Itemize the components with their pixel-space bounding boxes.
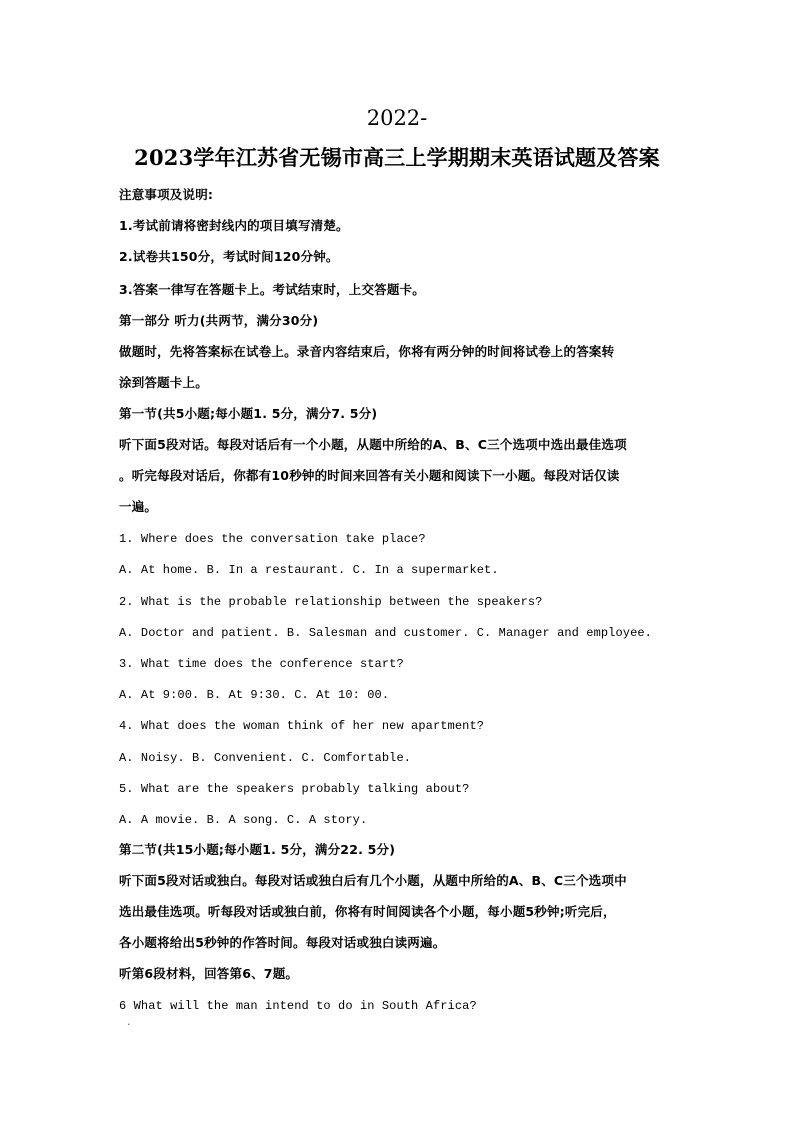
document-title-line-2: 2023学年江苏省无锡市高三上学期期末英语试题及答案 xyxy=(134,145,660,170)
section2-instruction-line-2: 选出最佳选项。听每段对话或独白前，你将有时间阅读各个小题，每小题5秒钟;听完后， xyxy=(119,904,616,919)
question-1: 1. Where does the conversation take place? xyxy=(119,532,426,546)
question-5-options: A. A movie. B. A song. C. A story. xyxy=(119,813,368,827)
section1-instruction-line-3: 一遍。 xyxy=(119,499,158,514)
question-4-options: A. Noisy. B. Convenient. C. Comfortable. xyxy=(119,751,412,765)
part1-instruction-line-2: 涂到答题卡上。 xyxy=(119,375,208,390)
note-item-1: 1.考试前请将密封线内的项目填写清楚。 xyxy=(119,218,349,233)
question-4: 4. What does the woman think of her new apartment? xyxy=(119,719,485,733)
part1-instruction-line-1: 做题时，先将答案标在试卷上。录音内容结束后，你将有两分钟的时间将试卷上的答案转 xyxy=(119,344,615,359)
notes-heading: 注意事项及说明: xyxy=(119,187,214,202)
part1-heading: 第一部分 听力(共两节，满分30分) xyxy=(119,313,319,328)
scan-dot: · xyxy=(126,1020,132,1030)
question-5: 5. What are the speakers probably talking about? xyxy=(119,782,470,796)
question-3-options: A. At 9:00. B. At 9:30. C. At 10: 00. xyxy=(119,688,390,702)
section1-instruction-line-2: 。听完每段对话后，你都有10秒钟的时间来回答有关小题和阅读下一小题。每段对话仅读 xyxy=(119,468,620,483)
section2-instruction-line-1: 听下面5段对话或独白。每段对话或独白后有几个小题，从题中所给的A、B、C三个选项中 xyxy=(119,873,627,888)
section1-instruction-line-1: 听下面5段对话。每段对话后有一个小题，从题中所给的A、B、C三个选项中选出最佳选项 xyxy=(119,437,627,452)
material-6-heading: 听第6段材料，回答第6、7题。 xyxy=(119,966,299,981)
document-title-line-1: 2022- xyxy=(366,106,428,130)
note-item-2: 2.试卷共150分，考试时间120分钟。 xyxy=(119,249,339,264)
section2-heading: 第二节(共15小题;每小题1. 5分，满分22. 5分) xyxy=(119,842,396,857)
note-item-3: 3.答案一律写在答题卡上。考试结束时，上交答题卡。 xyxy=(119,282,425,297)
question-2-options: A. Doctor and patient. B. Salesman and customer. C. Manager and employee. xyxy=(119,626,652,640)
question-6: 6 What will the man intend to do in South Africa? xyxy=(119,999,477,1013)
question-2: 2. What is the probable relationship between the speakers? xyxy=(119,595,543,609)
question-3: 3. What time does the conference start? xyxy=(119,657,404,671)
question-1-options: A. At home. B. In a restaurant. C. In a supermarket. xyxy=(119,563,499,577)
section2-instruction-line-3: 各小题将给出5秒钟的作答时间。每段对话或独白读两遍。 xyxy=(119,935,446,950)
section1-heading: 第一节(共5小题;每小题1. 5分，满分7. 5分) xyxy=(119,406,378,421)
